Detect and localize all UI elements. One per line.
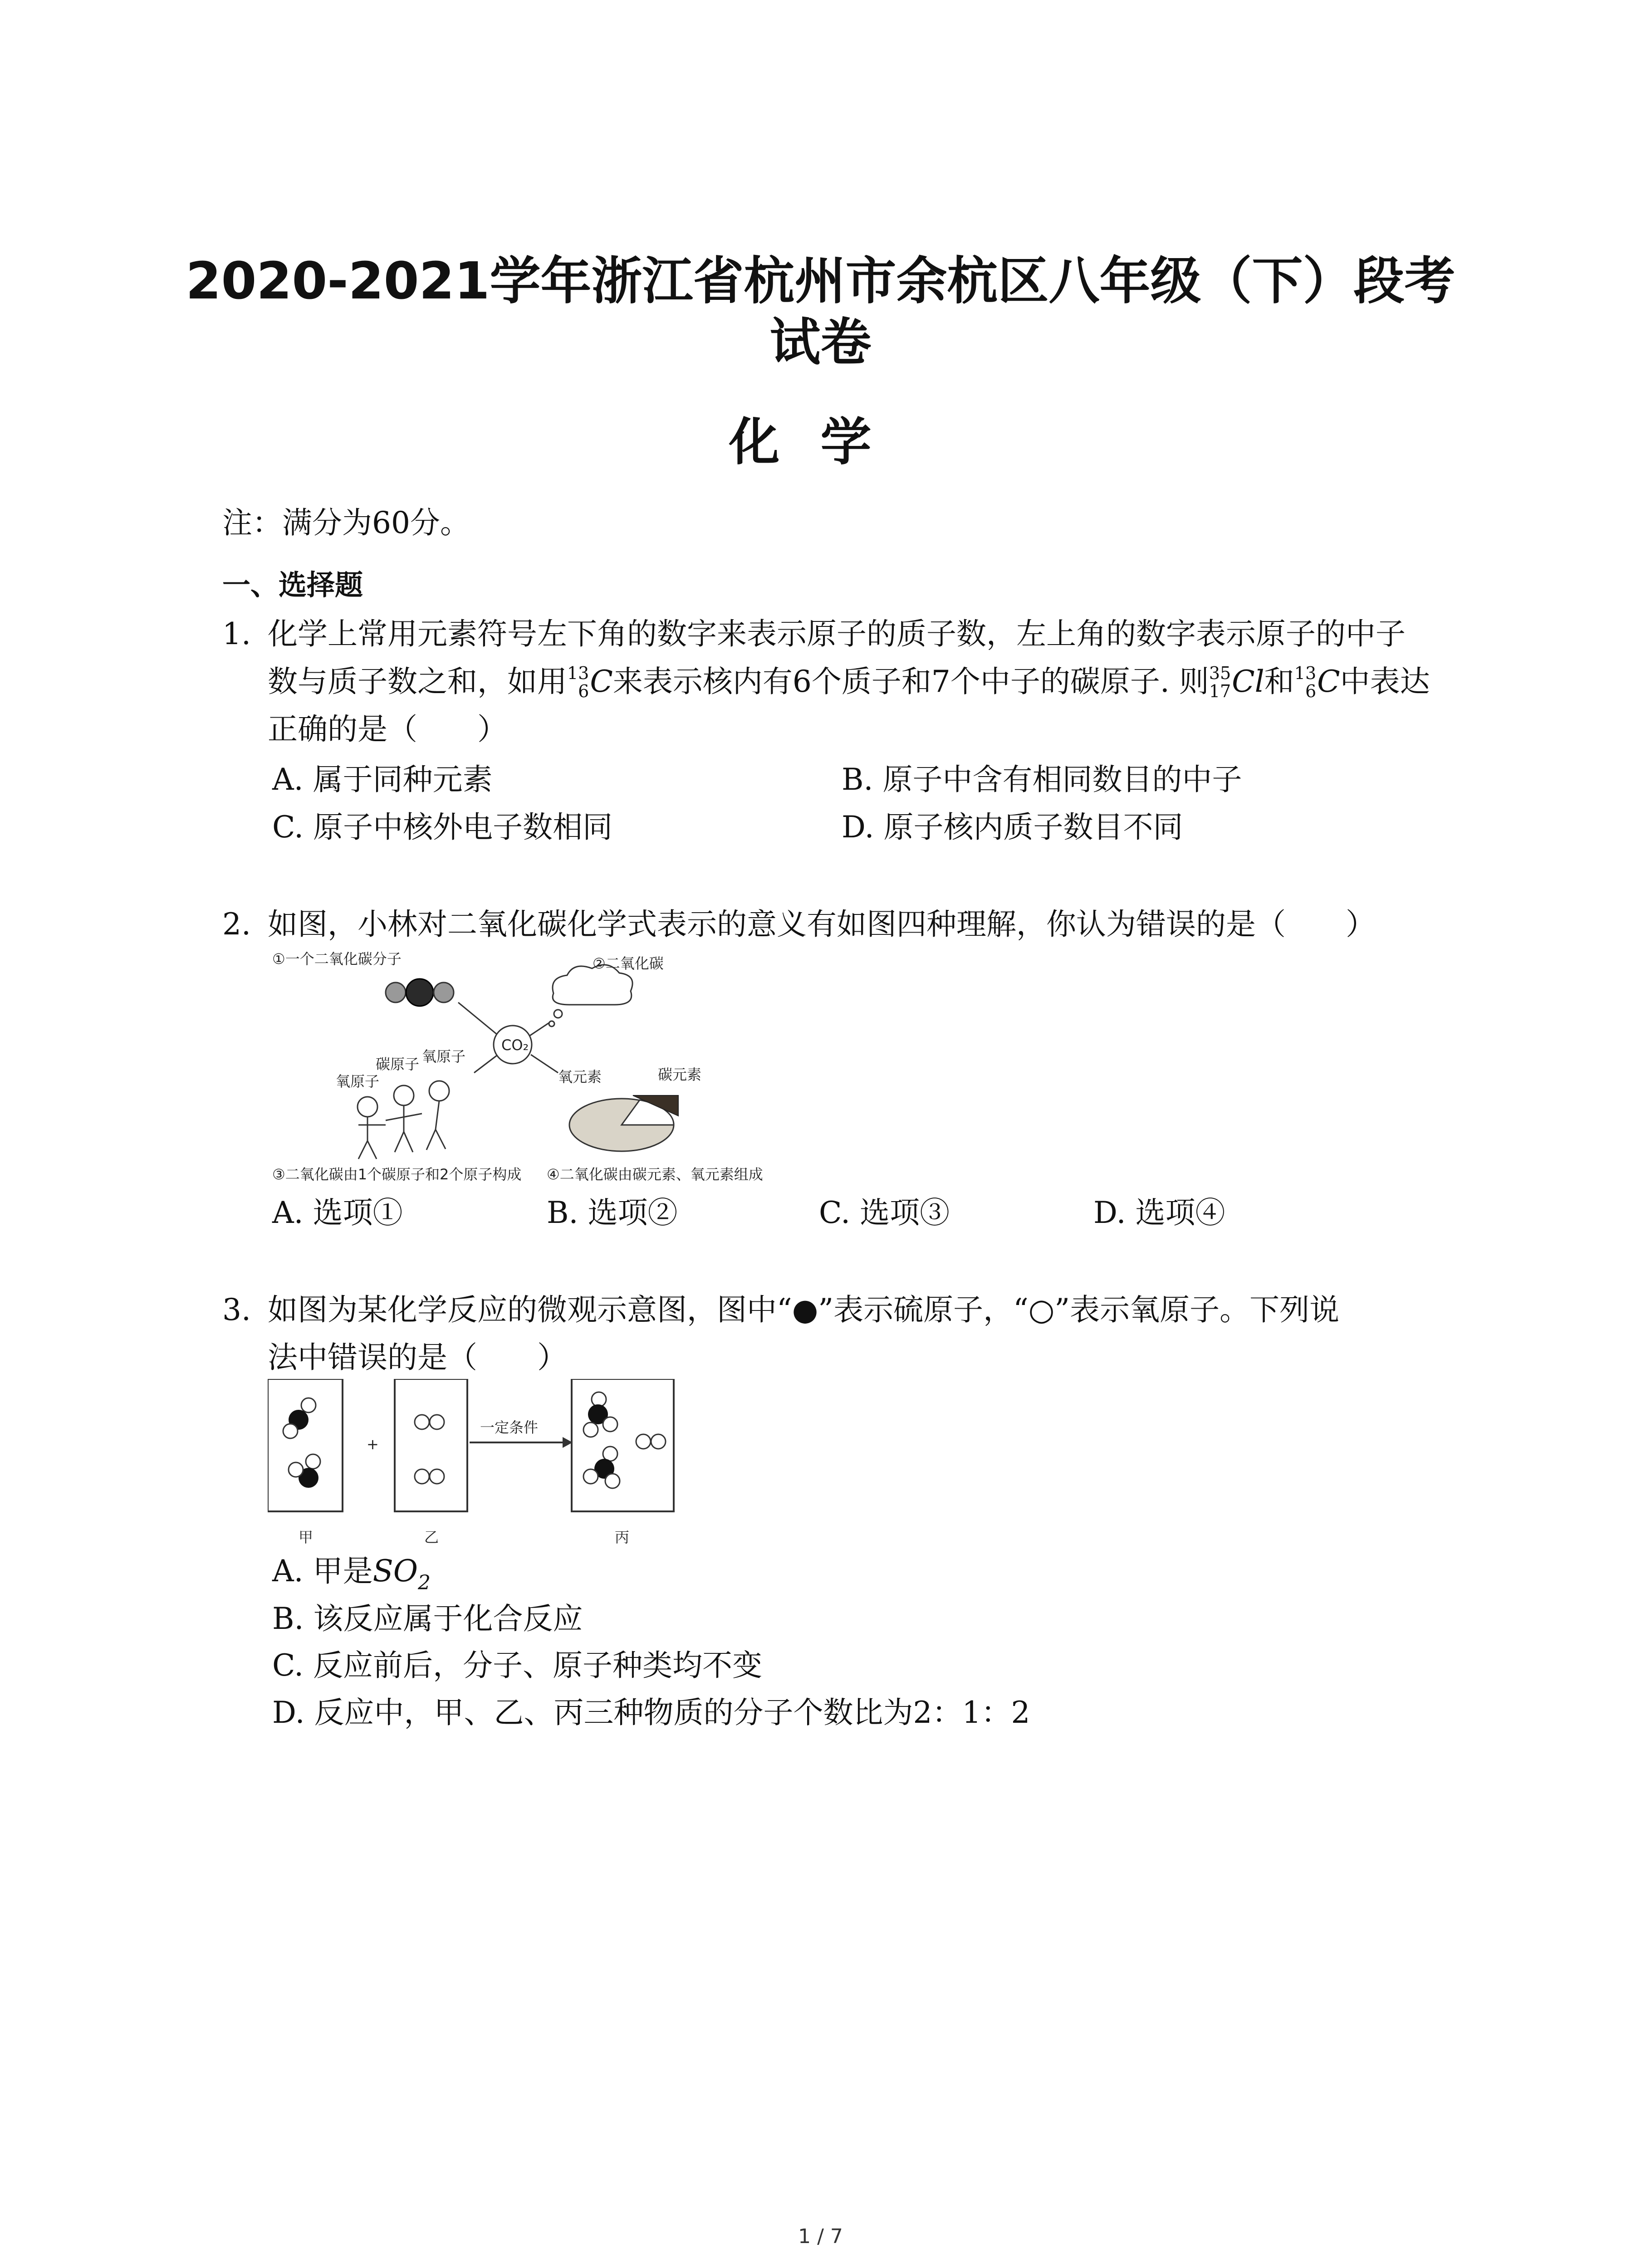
cloud-icon bbox=[549, 965, 632, 1026]
paper-title-line2: 试卷 bbox=[769, 313, 872, 372]
q1-option-a: A. 属于同种元素 bbox=[272, 762, 493, 797]
q2-option-d: D. 选项④ bbox=[1093, 1195, 1225, 1230]
isotope-c-symbol: C bbox=[590, 664, 613, 699]
isotope-cl-symbol: Cl bbox=[1232, 664, 1264, 699]
q2-option-c: C. 选项③ bbox=[819, 1195, 950, 1230]
co2-center-node bbox=[494, 1026, 532, 1064]
reaction-diagram bbox=[268, 1379, 676, 1547]
q3-number: 3. bbox=[222, 1292, 251, 1327]
label-jia: 甲 bbox=[299, 1529, 314, 1546]
isotope-c2-prescripts: 13 6 bbox=[1294, 663, 1317, 701]
fig2-carbon-atom: 碳原子 bbox=[376, 1056, 420, 1073]
q2-option-a: A. 选项① bbox=[272, 1195, 403, 1230]
isotope-cl-prescripts: 35 17 bbox=[1209, 663, 1231, 701]
reaction-condition: 一定条件 bbox=[480, 1419, 539, 1436]
q2-number: 2. bbox=[222, 907, 251, 942]
box-jia bbox=[268, 1379, 343, 1511]
q3-line1: 如图为某化学反应的微观示意图，图中“●”表示硫原子，“○”表示氧原子。下列说 bbox=[268, 1292, 1340, 1327]
fig2-carbon-element: 碳元素 bbox=[658, 1066, 702, 1083]
box-yi bbox=[395, 1379, 467, 1511]
label-yi: 乙 bbox=[424, 1529, 439, 1546]
q2-option-b: B. 选项② bbox=[547, 1195, 678, 1230]
q3-option-c: C. 反应前后，分子、原子种类均不变 bbox=[272, 1648, 763, 1683]
fig2-oxygen-atom-1: 氧原子 bbox=[336, 1073, 380, 1090]
fig2-oxygen-atom-2: 氧原子 bbox=[422, 1048, 466, 1065]
svg-text:CO₂: CO₂ bbox=[501, 1036, 529, 1054]
isotope-c-prescripts: 13 6 bbox=[567, 663, 589, 701]
reaction-arrow bbox=[470, 1437, 573, 1448]
section-heading: 一、选择题 bbox=[222, 568, 363, 601]
q1-option-d: D. 原子核内质子数目不同 bbox=[842, 810, 1183, 845]
q3-option-b: B. 该反应属于化合反应 bbox=[272, 1601, 583, 1636]
q3-line2: 法中错误的是（ ） bbox=[268, 1340, 567, 1375]
q3-option-d: D. 反应中，甲、乙、丙三种物质的分子个数比为2：1：2 bbox=[272, 1695, 1030, 1730]
score-note: 注：满分为60分。 bbox=[222, 505, 470, 540]
q3-option-a: A. 甲是$SO_2$ bbox=[272, 1554, 431, 1594]
q1-line1: 化学上常用元素符号左下角的数字来表示原子的质子数，左上角的数字表示原子的中子 bbox=[268, 616, 1406, 651]
atom-people-icon bbox=[358, 1081, 449, 1159]
q2-text: 如图，小林对二氧化碳化学式表示的意义有如图四种理解，你认为错误的是（ ） bbox=[268, 907, 1376, 942]
q1-line3: 正确的是（ ） bbox=[268, 712, 507, 747]
box-bing bbox=[572, 1379, 674, 1511]
fig2-label-2: ②二氧化碳 bbox=[593, 955, 664, 972]
page-number: 1 / 7 bbox=[798, 2225, 843, 2248]
q1-option-b: B. 原子中含有相同数目的中子 bbox=[842, 762, 1242, 797]
q1-line2-d: 中表达 bbox=[1340, 664, 1430, 699]
isotope-c2-symbol: C bbox=[1317, 664, 1340, 699]
q1-line2-b: 来表示核内有6个质子和7个中子的碳原子. 则 bbox=[612, 664, 1209, 699]
subject-heading: 化学 bbox=[729, 413, 912, 472]
element-pie-icon bbox=[569, 1095, 678, 1151]
fig2-label-3: ③二氧化碳由1个碳原子和2个原子构成 bbox=[272, 1166, 522, 1183]
paper-title-line1: 2020-2021学年浙江省杭州市余杭区八年级（下）段考 bbox=[186, 252, 1455, 311]
fig2-oxygen-element: 氧元素 bbox=[558, 1068, 602, 1085]
co2-meaning-figure bbox=[268, 950, 835, 1186]
fig2-label-1: ①一个二氧化碳分子 bbox=[272, 950, 402, 968]
q1-number: 1. bbox=[222, 616, 251, 651]
label-bing: 丙 bbox=[615, 1529, 630, 1546]
q1-option-c: C. 原子中核外电子数相同 bbox=[272, 810, 613, 845]
q1-line2-c: 和 bbox=[1264, 664, 1294, 699]
formula-so2: SO bbox=[372, 1554, 418, 1589]
co2-molecule-icon bbox=[386, 979, 454, 1006]
q1-line2-a: 数与质子数之和，如用 bbox=[268, 664, 567, 699]
q1-line2 bbox=[268, 660, 1430, 704]
fig2-label-4: ④二氧化碳由碳元素、氧元素组成 bbox=[547, 1166, 763, 1183]
plus-sign: + bbox=[367, 1436, 379, 1453]
